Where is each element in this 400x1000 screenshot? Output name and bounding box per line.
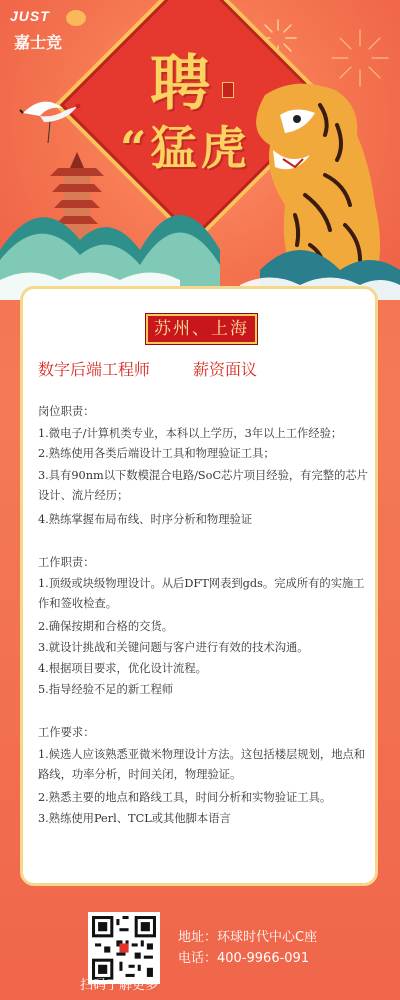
hero-banner [0, 0, 400, 300]
logo-cn: 嘉士竞 [14, 33, 63, 52]
logo-en: JUST [10, 8, 50, 24]
job-title: 数字后端工程师 [38, 360, 151, 379]
list-item: 3.就设计挑战和关键问题与客户进行有效的技术沟通。 [38, 641, 309, 654]
scan-more-text: 扫码了解更多 [80, 978, 159, 993]
hero-title: 聘 [150, 49, 210, 119]
list-item: 5.指导经验不足的新工程师 [38, 683, 174, 696]
list-item: 1.顶级或块级物理设计。从后DFT网表到gds。完成所有的实施工作和签收检查。 [38, 577, 365, 610]
list-item: 1.候选人应该熟悉亚微米物理设计方法。这包括楼层规划，地点和路线，功率分析，时间关闭，物理验证。 [38, 748, 366, 781]
list-item: 4.熟练掌握布局布线、时序分析和物理验证 [38, 513, 253, 526]
list-item: 3.具有90nm以下数模混合电路/SoC芯片项目经验，有完整的芯片设计、流片经历； [38, 469, 368, 502]
list-item: 2.确保按期和合格的交货。 [38, 620, 174, 633]
crane-icon [18, 88, 88, 148]
section-heading: 工作职责： [38, 556, 95, 569]
logo-dot [66, 10, 86, 26]
list-item: 2.熟练使用各类后端设计工具和物理验证工具； [38, 447, 275, 460]
section-heading: 工作要求： [38, 726, 95, 739]
address-text: 地址：环球时代中心C座 [178, 930, 318, 945]
location-badge: 苏州、上海 [145, 313, 258, 345]
list-item: 1.微电子/计算机类专业，本科以上学历，3年以上工作经验； [38, 427, 343, 440]
list-item: 4.根据项目要求，优化设计流程。 [38, 662, 207, 675]
company-logo [10, 8, 90, 58]
list-item: 2.熟悉主要的地点和路线工具，时间分析和实物验证工具。 [38, 791, 332, 804]
phone-text[interactable]: 电话：400-9966-091 [178, 951, 310, 966]
list-item: 3.熟练使用Perl、TCL或其他脚本语言 [38, 812, 231, 825]
hero-subtitle: “猛虎 [120, 121, 251, 175]
salary-text: 薪资面议 [193, 360, 258, 379]
section-heading: 岗位职责： [38, 405, 95, 418]
mountains-decoration [0, 180, 400, 300]
